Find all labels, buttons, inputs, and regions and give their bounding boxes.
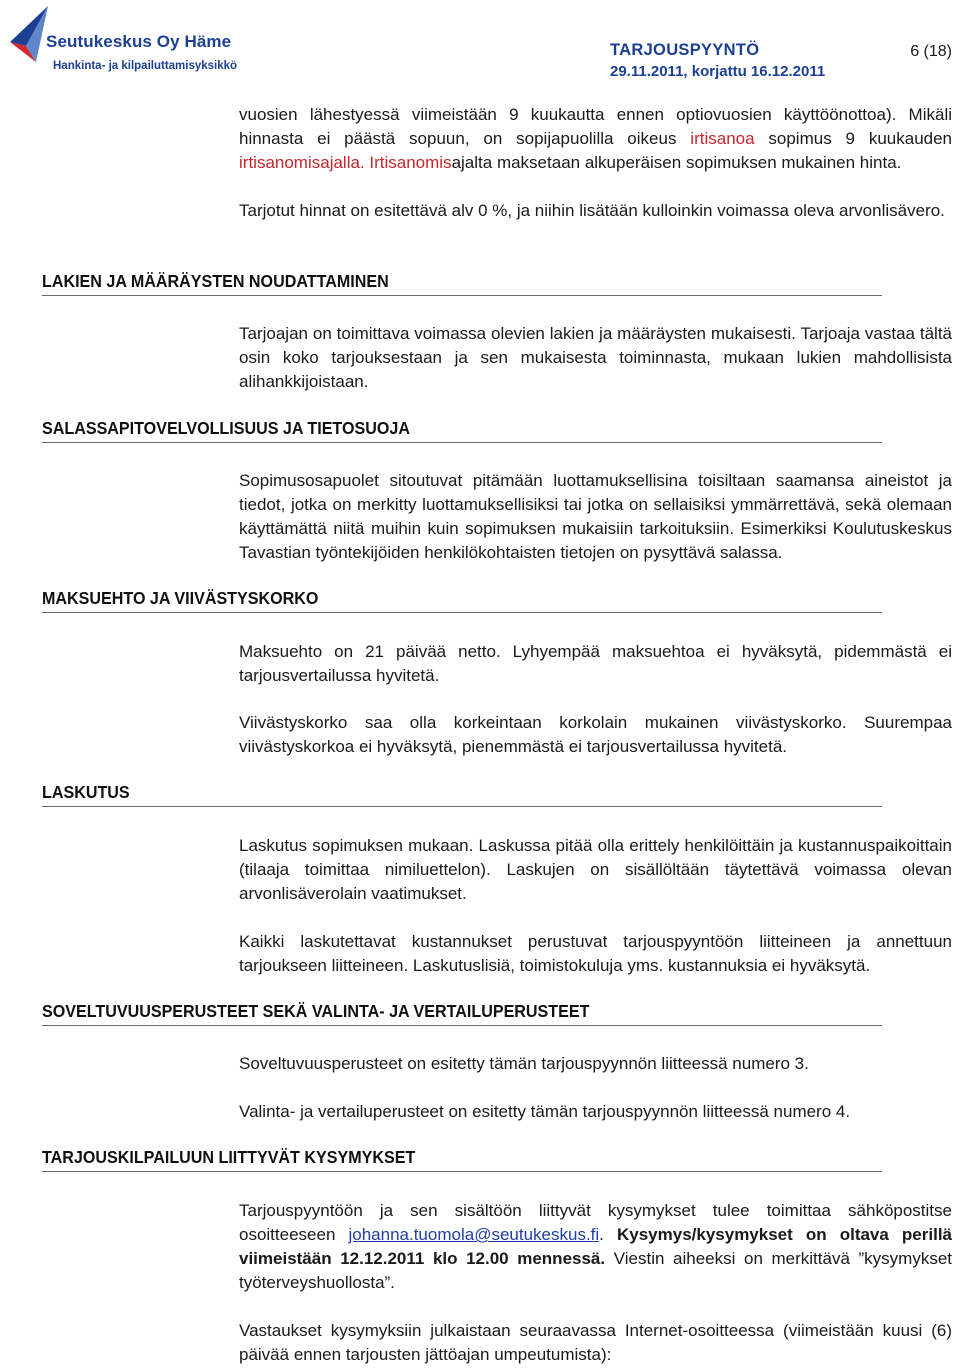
document-title: TARJOUSPYYNTÖ	[610, 41, 760, 59]
secrecy-paragraph-1: Sopimusosapuolet sitoutuvat pitämään luottamuksellisina toisiltaan saamansa aineistot ja tiedot, jotka on merkitty luottamuksellisiksi tai jotka on sellaisiksi ymmärrettävä, sekä olemaan käyttämättä niitä muihin kuin sopimuksen mukaisiin tarkoituksiin. Esimerkiksi Koulutuskeskus Tavastian työntekijöiden henkilökohtaisten tietojen on pysyttävä salassa.	[239, 471, 952, 562]
intro-highlight-2: irtisanomisajalla. Irtisanomis	[239, 153, 452, 172]
heading-laws: LAKIEN JA MÄÄRÄYSTEN NOUDATTAMINEN	[42, 271, 882, 296]
intro-paragraph-2: Tarjotut hinnat on esitettävä alv 0 %, ja niihin lisätään kulloinkin voimassa oleva arvonlisävero.	[239, 201, 945, 220]
questions-deadline: Kysymys/kysymykset on oltava perillä viimeistään 12.12.2011 klo 12.00 mennessä.	[239, 1225, 952, 1268]
page-header	[0, 0, 960, 90]
intro-text-1: vuosien lähestyessä viimeistään 9 kuukautta ennen optiovuosien käyttöönottoa). Mikäli hinnasta ei päästä sopuun, on sopijapuolilla oikeus	[239, 105, 952, 148]
billing-paragraph-1: Laskutus sopimuksen mukaan. Laskussa pitää olla erittely henkilöittäin ja kustannuspaikoittain (tilaaja toimittaa nimiluettelon). Laskujen on sisällöltään täytettävä voimassa olevan arvonlisäverolain vaatimukset.	[239, 836, 952, 903]
intro-highlight-1: irtisanoa	[690, 129, 755, 148]
billing-paragraph-2: Kaikki laskutettavat kustannukset perustuvat tarjouspyyntöön liitteineen ja annettuun tarjoukseen liitteineen. Laskutuslisiä, toimistokuluja yms. kustannuksia ei hyväksytä.	[239, 932, 952, 975]
heading-criteria: SOVELTUVUUSPERUSTEET SEKÄ VALINTA- JA VERTAILUPERUSTEET	[42, 1001, 882, 1026]
laws-paragraph-1: Tarjoajan on toimittava voimassa olevien lakien ja määräysten mukaisesti. Tarjoaja vastaa tältä osin koko tarjouksestaan ja sen mukaisesta toiminnasta, mukaan lukien mahdollisista alihankkijoistaan.	[239, 324, 952, 391]
heading-questions: TARJOUSKILPAILUUN LIITTYVÄT KYSYMYKSET	[42, 1147, 882, 1172]
questions-text-3: Viestin aiheeksi on merkittävä ”kysymykset työterveyshuollosta”.	[239, 1249, 953, 1292]
criteria-paragraph-2: Valinta- ja vertailuperusteet on esitetty tämän tarjouspyynnön liitteessä numero 4.	[239, 1102, 851, 1121]
questions-paragraph-2: Vastaukset kysymyksiin julkaistaan seuraavassa Internet-osoitteessa (viimeistään kuusi (6) päivää ennen tarjousten jättöajan umpeutumista):	[239, 1321, 952, 1364]
company-unit: Hankinta- ja kilpailuttamisyksikkö	[53, 60, 238, 72]
document-date: 29.11.2011, korjattu 16.12.2011	[610, 63, 826, 80]
page-number: 6 (18)	[910, 43, 952, 60]
questions-paragraph-1	[239, 1199, 952, 1295]
heading-secrecy: SALASSAPITOVELVOLLISUUS JA TIETOSUOJA	[42, 418, 882, 443]
company-name: Seutukeskus Oy Häme	[46, 32, 232, 51]
intro-text-3: ajalta maksetaan alkuperäisen sopimuksen mukainen hinta.	[451, 153, 902, 172]
seutukeskus-logo-icon	[6, 6, 50, 66]
questions-text-1: Tarjouspyyntöön ja sen sisältöön liittyvät kysymykset tulee toimittaa sähköpostitse osoitteeseen	[239, 1201, 952, 1244]
intro-text-2: sopimus 9 kuukauden	[754, 129, 953, 148]
criteria-paragraph-1: Soveltuvuusperusteet on esitetty tämän tarjouspyynnön liitteessä numero 3.	[239, 1054, 809, 1073]
heading-billing: LASKUTUS	[42, 782, 882, 807]
contact-email-link[interactable]: johanna.tuomola@seutukeskus.fi	[348, 1225, 600, 1244]
payment-paragraph-2: Viivästyskorko saa olla korkeintaan korkolain mukainen viivästyskorko. Suurempaa viivästyskorkoa ei hyväksytä, pienemmästä ei tarjousvertailussa hyvitetä.	[239, 713, 952, 756]
intro-paragraph-1	[239, 103, 952, 175]
questions-text-2: .	[599, 1225, 617, 1244]
payment-paragraph-1: Maksuehto on 21 päivää netto. Lyhyempää maksuehtoa ei hyväksytä, pidemmästä ei tarjousvertailussa hyvitetä.	[239, 642, 952, 685]
heading-payment: MAKSUEHTO JA VIIVÄSTYSKORKO	[42, 588, 882, 613]
